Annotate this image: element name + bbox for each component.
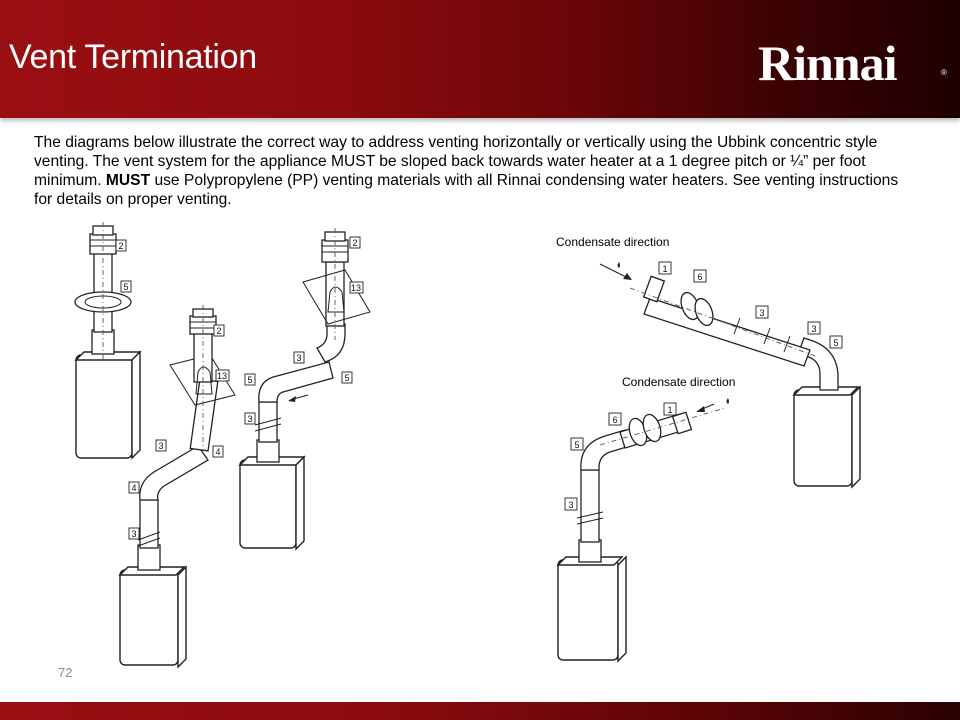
diagram-horizontal-right bbox=[600, 262, 860, 487]
page-title: Vent Termination bbox=[9, 38, 257, 76]
svg-text:1: 1 bbox=[662, 264, 668, 274]
d2-label-4 bbox=[129, 482, 139, 493]
svg-text:3: 3 bbox=[759, 308, 765, 318]
d5-label-3 bbox=[565, 498, 577, 510]
d2-label-2 bbox=[156, 440, 166, 451]
d4-label-4 bbox=[830, 336, 842, 348]
svg-text:3: 3 bbox=[568, 500, 574, 510]
svg-text:5: 5 bbox=[247, 375, 253, 385]
svg-text:2: 2 bbox=[216, 326, 222, 336]
d2-label-5 bbox=[129, 528, 139, 539]
svg-text:5: 5 bbox=[574, 440, 580, 450]
d4-label-3 bbox=[808, 322, 820, 334]
intro-text-2: use Polypropylene (PP) venting materials with all Rinnai condensing water heaters. See venting instructions for details on proper venting. bbox=[34, 172, 899, 208]
svg-text:5: 5 bbox=[344, 373, 350, 383]
d4-label-0 bbox=[659, 262, 671, 274]
svg-text:5: 5 bbox=[833, 338, 839, 348]
d5-label-1 bbox=[609, 413, 621, 425]
svg-text:6: 6 bbox=[612, 415, 618, 425]
svg-text:3: 3 bbox=[811, 324, 817, 334]
registered-mark: ® bbox=[941, 68, 947, 77]
svg-text:13: 13 bbox=[350, 283, 362, 293]
d1-label-0 bbox=[116, 240, 126, 251]
svg-text:1: 1 bbox=[667, 405, 673, 415]
svg-text:5: 5 bbox=[123, 282, 129, 292]
d4-label-1 bbox=[694, 270, 706, 282]
svg-text:4: 4 bbox=[131, 483, 137, 493]
svg-text:13: 13 bbox=[216, 371, 228, 381]
d3-label-1 bbox=[350, 282, 363, 293]
d4-label-2 bbox=[756, 306, 768, 318]
svg-text:4: 4 bbox=[215, 447, 221, 457]
d3-label-2 bbox=[294, 352, 304, 363]
d5-label-2 bbox=[571, 438, 583, 450]
svg-text:3: 3 bbox=[131, 529, 137, 539]
d1-label-1 bbox=[121, 281, 131, 292]
diagram-vertical-elbows bbox=[240, 228, 370, 549]
d3-label-5 bbox=[245, 413, 255, 424]
intro-text-1: The diagrams below illustrate the correct way to address venting horizontally or vertically using the Ubbink concentric style venting. The vent system for the appliance MUST be sloped back towards water heater at a 1 degree pitch or ¼” per foot minimum. bbox=[34, 134, 878, 189]
caption-condensate-top: Condensate direction bbox=[556, 235, 670, 249]
svg-text:3: 3 bbox=[158, 441, 164, 451]
intro-bold: MUST bbox=[105, 172, 151, 189]
footer-bar bbox=[0, 702, 960, 720]
svg-text:2: 2 bbox=[352, 238, 358, 248]
svg-text:6: 6 bbox=[697, 272, 703, 282]
caption-condensate-bottom: Condensate direction bbox=[622, 375, 736, 389]
diagram-horizontal-left bbox=[558, 398, 729, 661]
diagram-vertical-straight bbox=[75, 222, 140, 458]
d3-label-3 bbox=[245, 374, 255, 385]
svg-text:2: 2 bbox=[118, 241, 124, 251]
svg-text:3: 3 bbox=[247, 414, 253, 424]
page-number: 72 bbox=[58, 665, 73, 680]
d2-label-1 bbox=[216, 370, 229, 381]
d2-label-3 bbox=[213, 446, 223, 457]
d3-label-0 bbox=[350, 237, 360, 248]
svg-text:3: 3 bbox=[296, 353, 302, 363]
d3-label-4 bbox=[342, 372, 352, 383]
rinnai-logo: Rinnai bbox=[758, 35, 897, 91]
d2-label-0 bbox=[214, 325, 224, 336]
d5-label-0 bbox=[664, 403, 676, 415]
